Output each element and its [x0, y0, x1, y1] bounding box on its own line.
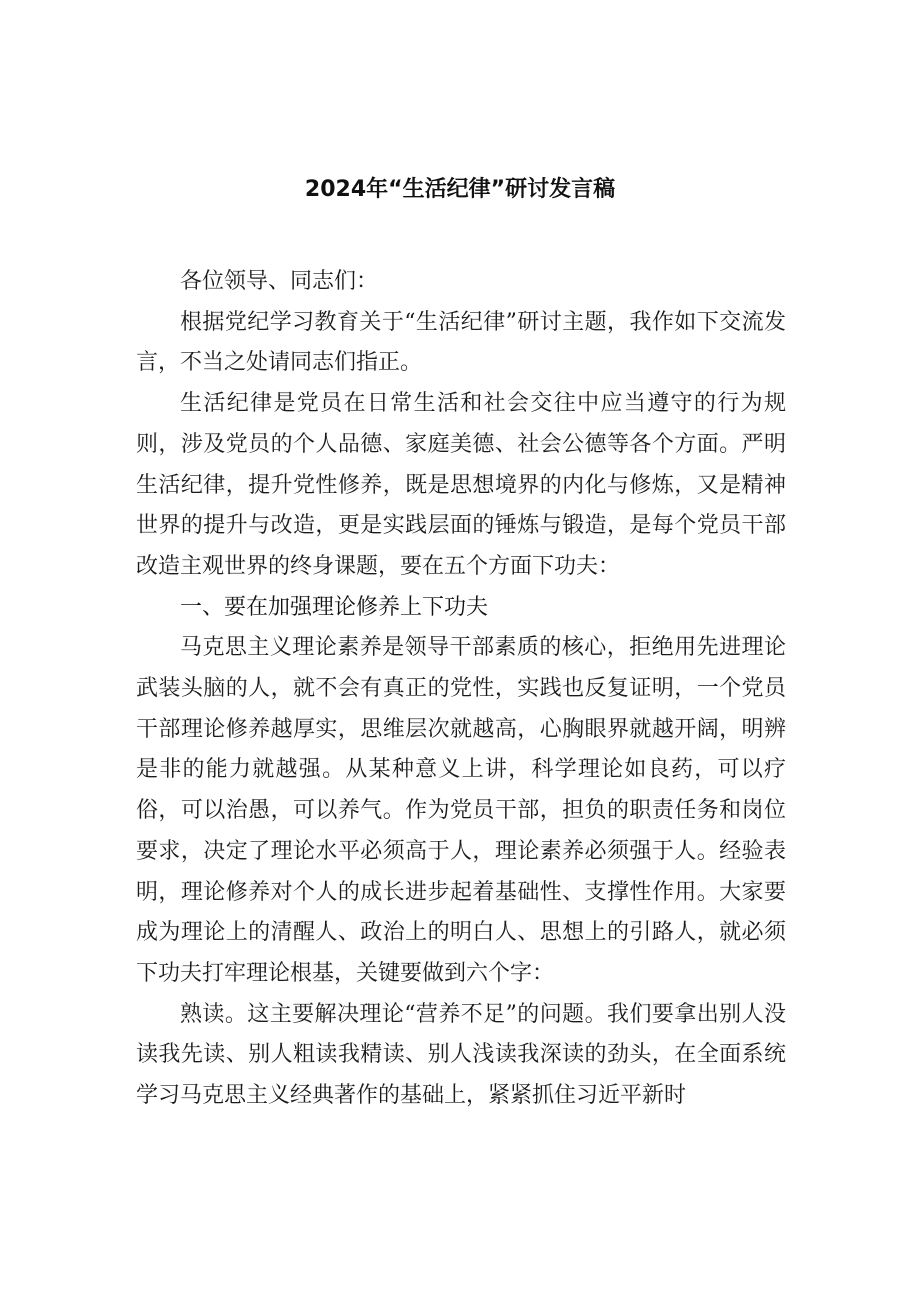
salutation: 各位领导、同志们： — [180, 269, 379, 294]
document-body — [136, 262, 786, 1117]
paragraph-intro: 根据党纪学习教育关于“生活纪律”研讨主题，我作如下交流发言，不当之处请同志们指正。 — [136, 309, 786, 376]
document-title: 2024年“生活纪律”研讨发言稿 — [304, 177, 616, 202]
paragraph-theory: 马克思主义理论素养是领导干部素质的核心，拒绝用先进理论武装头脑的人，就不会有真正的党性，实践也反复证明，一个党员干部理论修养越厚实，思维层次就越高，心胸眼界就越开阔，明辨是非的能力就越强。从某种意义上讲，科学理论如良药，可以疗俗，可以治愚，可以养气。作为党员干部，担负的职责任务和岗位要求，决定了理论水平必须高于人，理论素养必须强于人。经验表明，理论修养对个人的成长进步起着基础性、支撑性作用。大家要成为理论上的清醒人、政治上的明白人、思想上的引路人，就必须下功夫打牢理论根基，关键要做到六个字： — [136, 635, 786, 986]
paragraph-overview: 生活纪律是党员在日常生活和社会交往中应当遵守的行为规则，涉及党员的个人品德、家庭美德、社会公德等各个方面。严明生活纪律，提升党性修养，既是思想境界的内化与修炼，又是精神世界的提升与改造，更是实践层面的锤炼与锻造，是每个党员干部改造主观世界的终身课题，要在五个方面下功夫： — [136, 391, 786, 579]
paragraph-reading: 熟读。这主要解决理论“营养不足”的问题。我们要拿出别人没读我先读、别人粗读我精读、别人浅读我深读的劲头，在全面系统学习马克思主义经典著作的基础上，紧紧抓住习近平新时 — [136, 1001, 786, 1109]
section-heading-1: 一、要在加强理论修养上下功夫 — [180, 594, 489, 620]
